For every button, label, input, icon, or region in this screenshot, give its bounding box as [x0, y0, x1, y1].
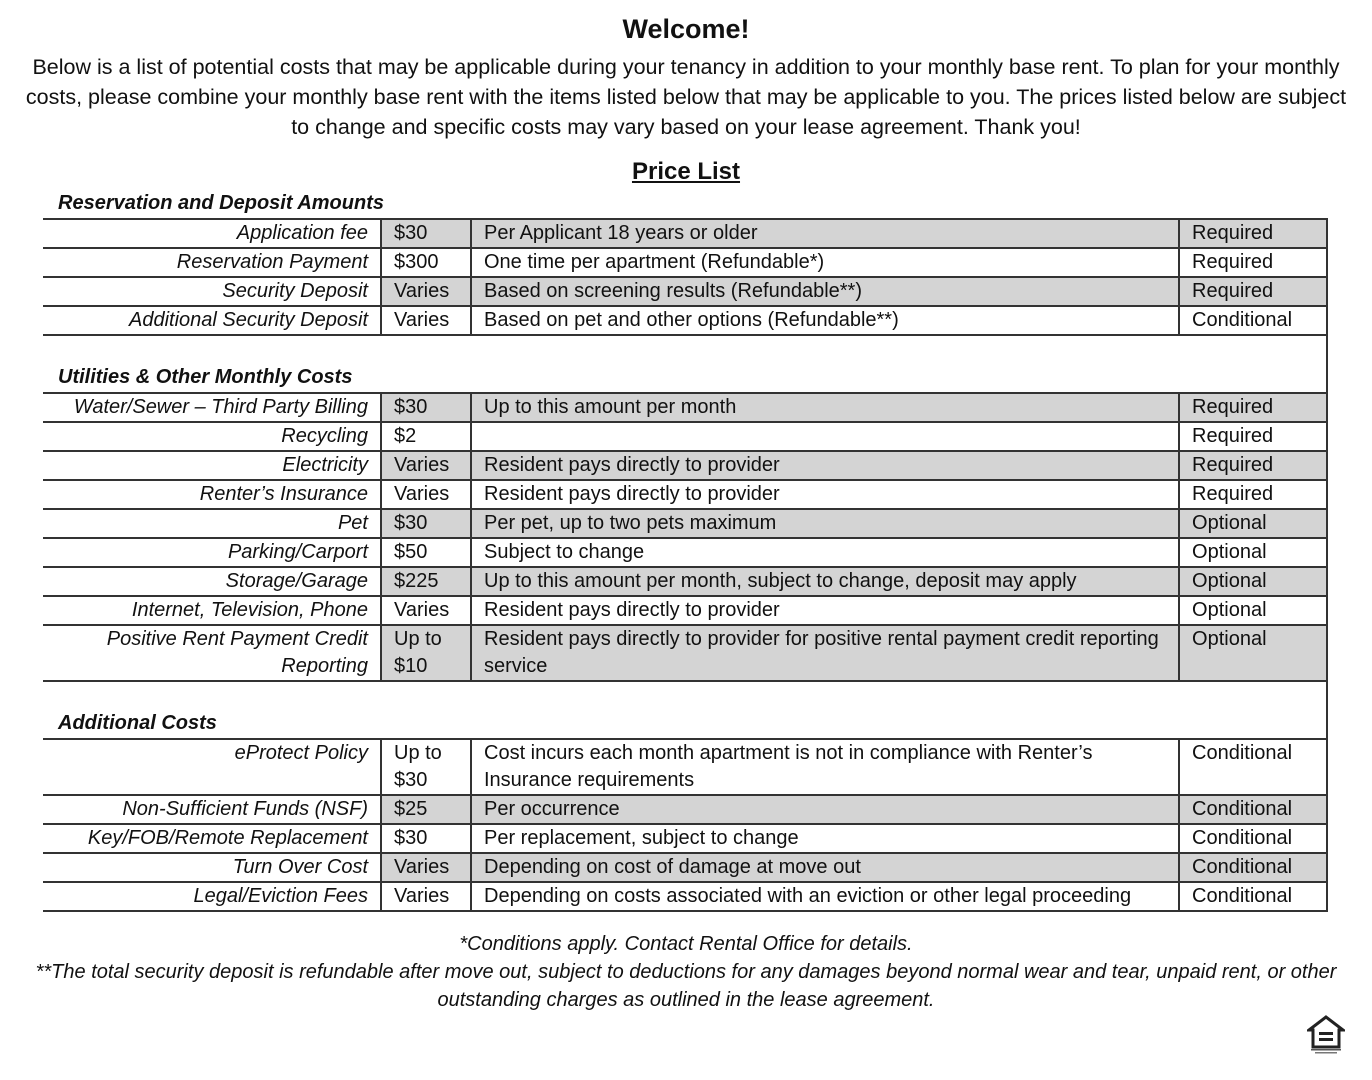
cost-price: $30 — [381, 393, 471, 422]
cost-status: Required — [1179, 248, 1327, 277]
equal-housing-opportunity-icon — [1307, 1015, 1345, 1055]
cost-description: Resident pays directly to provider — [471, 480, 1179, 509]
cost-price: $30 — [381, 509, 471, 538]
cost-price: $30 — [381, 824, 471, 853]
cost-description: Cost incurs each month apartment is not in compliance with Renter’s Insurance requirements — [471, 739, 1179, 795]
section-header-row — [43, 188, 1327, 219]
welcome-heading: Welcome! — [622, 14, 750, 44]
cost-description: Per pet, up to two pets maximum — [471, 509, 1179, 538]
cost-price: $50 — [381, 538, 471, 567]
cost-label: Non-Sufficient Funds (NSF) — [43, 795, 381, 824]
section-header-row — [43, 362, 1327, 393]
table-row — [43, 277, 1327, 306]
table-row — [43, 451, 1327, 480]
cost-price: Varies — [381, 480, 471, 509]
cost-status: Required — [1179, 219, 1327, 248]
footnote-conditions: *Conditions apply. Contact Rental Office for details. — [459, 933, 913, 955]
cost-description: One time per apartment (Refundable*) — [471, 248, 1179, 277]
cost-description — [471, 422, 1179, 451]
table-row — [43, 596, 1327, 625]
cost-label: Electricity — [43, 451, 381, 480]
price-table-body — [43, 188, 1327, 911]
section-title: Reservation and Deposit Amounts — [58, 192, 384, 214]
cost-status: Conditional — [1179, 824, 1327, 853]
cost-label: Positive Rent Payment Credit Reporting — [43, 625, 381, 681]
cost-description: Based on pet and other options (Refundable**) — [471, 306, 1179, 335]
cost-description: Per occurrence — [471, 795, 1179, 824]
cost-price: Varies — [381, 277, 471, 306]
intro-paragraph: Below is a list of potential costs that may be applicable during your tenancy in addition to your monthly base rent. To plan for your monthly costs, please combine your monthly base rent with the items listed below that may be applicable to you. The prices listed below are subject to change and specific costs may vary based on your lease agreement. Thank you! — [25, 55, 1347, 139]
cost-price: Varies — [381, 451, 471, 480]
cost-status: Required — [1179, 451, 1327, 480]
cost-label: Reservation Payment — [43, 248, 381, 277]
cost-status: Conditional — [1179, 882, 1327, 911]
table-row — [43, 422, 1327, 451]
cost-description: Resident pays directly to provider — [471, 451, 1179, 480]
footnote-security-deposit: **The total security deposit is refundable after move out, subject to deductions for any damages beyond normal wear and tear, unpaid rent, or other outstanding charges as outlined in the lease agreement. — [35, 961, 1337, 1011]
cost-description: Resident pays directly to provider for positive rental payment credit reporting service — [471, 625, 1179, 681]
section-spacer — [43, 335, 1327, 362]
cost-label: Recycling — [43, 422, 381, 451]
cost-price: $2 — [381, 422, 471, 451]
cost-price: Varies — [381, 306, 471, 335]
cost-description: Per Applicant 18 years or older — [471, 219, 1179, 248]
cost-description: Resident pays directly to provider — [471, 596, 1179, 625]
cost-label: Additional Security Deposit — [43, 306, 381, 335]
cost-description: Based on screening results (Refundable**) — [471, 277, 1179, 306]
cost-description: Depending on costs associated with an eviction or other legal proceeding — [471, 882, 1179, 911]
cost-label: Renter’s Insurance — [43, 480, 381, 509]
table-row — [43, 509, 1327, 538]
table-row — [43, 393, 1327, 422]
cost-status: Conditional — [1179, 795, 1327, 824]
table-row — [43, 248, 1327, 277]
cost-label: Storage/Garage — [43, 567, 381, 596]
cost-label: Turn Over Cost — [43, 853, 381, 882]
cost-label: Legal/Eviction Fees — [43, 882, 381, 911]
cost-status: Conditional — [1179, 739, 1327, 795]
table-row — [43, 739, 1327, 795]
cost-price: $25 — [381, 795, 471, 824]
cost-price: $30 — [381, 219, 471, 248]
cost-description: Per replacement, subject to change — [471, 824, 1179, 853]
section-title: Utilities & Other Monthly Costs — [58, 366, 353, 388]
cost-status: Optional — [1179, 567, 1327, 596]
cost-price: $300 — [381, 248, 471, 277]
table-row — [43, 795, 1327, 824]
cost-price: Varies — [381, 853, 471, 882]
cost-label: Security Deposit — [43, 277, 381, 306]
cost-price: Up to $30 — [381, 739, 471, 795]
table-row — [43, 480, 1327, 509]
cost-status: Optional — [1179, 509, 1327, 538]
table-row — [43, 824, 1327, 853]
cost-price: Up to $10 — [381, 625, 471, 681]
cost-status: Optional — [1179, 625, 1327, 681]
table-row — [43, 882, 1327, 911]
section-spacer — [43, 681, 1327, 708]
cost-status: Conditional — [1179, 306, 1327, 335]
cost-status: Conditional — [1179, 853, 1327, 882]
cost-description: Subject to change — [471, 538, 1179, 567]
cost-label: Water/Sewer – Third Party Billing — [43, 393, 381, 422]
price-list-title: Price List — [631, 158, 741, 185]
table-row — [43, 306, 1327, 335]
cost-description: Depending on cost of damage at move out — [471, 853, 1179, 882]
cost-label: Internet, Television, Phone — [43, 596, 381, 625]
price-table — [43, 188, 1328, 912]
cost-status: Required — [1179, 393, 1327, 422]
cost-description: Up to this amount per month — [471, 393, 1179, 422]
table-row — [43, 538, 1327, 567]
table-row — [43, 567, 1327, 596]
cost-status: Required — [1179, 480, 1327, 509]
cost-price: Varies — [381, 596, 471, 625]
cost-description: Up to this amount per month, subject to change, deposit may apply — [471, 567, 1179, 596]
cost-status: Required — [1179, 277, 1327, 306]
cost-label: Key/FOB/Remote Replacement — [43, 824, 381, 853]
cost-label: Pet — [43, 509, 381, 538]
table-row — [43, 219, 1327, 248]
section-title: Additional Costs — [58, 712, 217, 734]
cost-price: $225 — [381, 567, 471, 596]
table-row — [43, 625, 1327, 681]
cost-price: Varies — [381, 882, 471, 911]
cost-status: Required — [1179, 422, 1327, 451]
cost-status: Optional — [1179, 596, 1327, 625]
cost-label: eProtect Policy — [43, 739, 381, 795]
cost-label: Parking/Carport — [43, 538, 381, 567]
cost-label: Application fee — [43, 219, 381, 248]
cost-status: Optional — [1179, 538, 1327, 567]
table-row — [43, 853, 1327, 882]
section-header-row — [43, 708, 1327, 739]
